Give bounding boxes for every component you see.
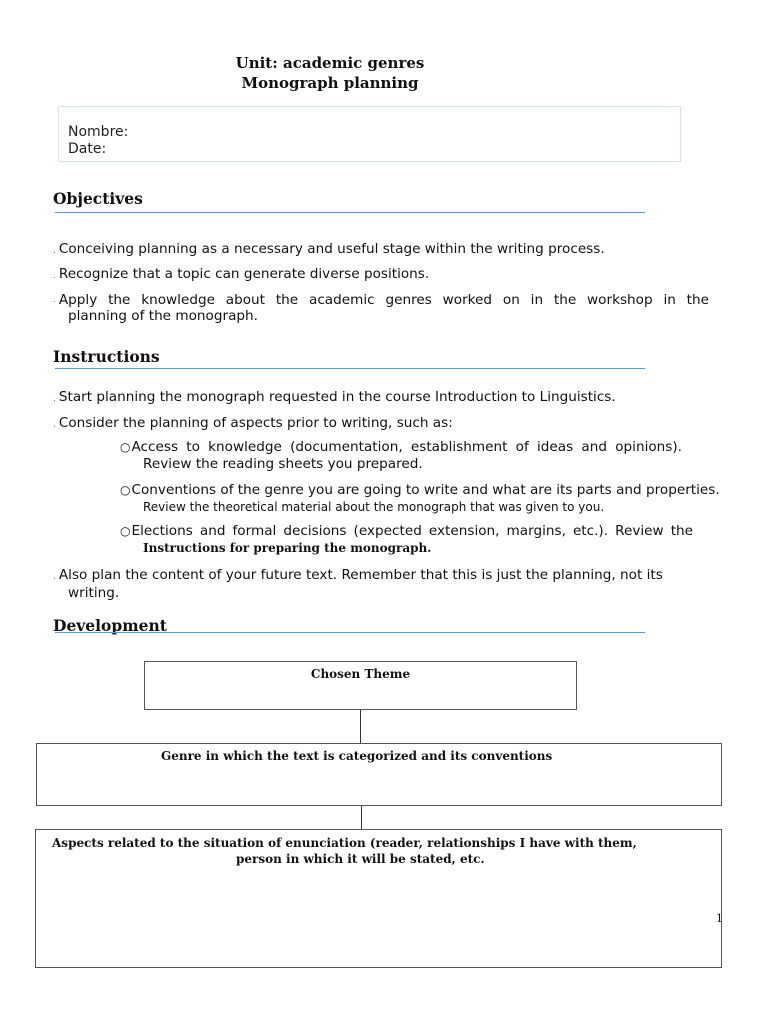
instruction-item — [53, 415, 713, 433]
objectives-rule — [55, 212, 645, 213]
name-label: Nombre: — [68, 124, 129, 140]
date-label: Date: — [68, 141, 107, 157]
connector-line — [360, 710, 361, 743]
instruction-item — [53, 389, 713, 407]
instruction-text: Start planning the monograph requested in the course Introduction to Linguistics. — [58, 389, 616, 405]
document-title: Monograph planning — [241, 74, 419, 92]
sub-item-text-continued: Review the reading sheets you prepared. — [143, 456, 423, 472]
objective-text: Recognize that a topic can generate diverse positions. — [58, 266, 430, 282]
sub-item-text-continued: Instructions for preparing the monograph. — [143, 541, 432, 555]
enunciation-box — [35, 829, 722, 968]
development-heading: Development — [53, 616, 167, 635]
unit-title: Unit: academic genres — [235, 54, 425, 72]
genre-box — [36, 743, 722, 806]
objective-item — [53, 266, 713, 284]
genre-label: Genre in which the text is categorized and its conventions — [161, 749, 553, 763]
instruction-text: Also plan the content of your future text. Remember that this is just the planning, not its — [58, 567, 663, 583]
chosen-theme-label: Chosen Theme — [310, 667, 411, 681]
circle-bullet-icon: ○ — [120, 483, 131, 497]
circle-bullet-icon: ○ — [120, 524, 131, 538]
sub-item — [120, 482, 720, 516]
bullet-icon: . — [53, 295, 56, 305]
instruction-text-continued: writing. — [68, 585, 120, 601]
development-rule — [55, 632, 645, 633]
sub-item-text: Conventions of the genre you are going to write and what are its parts and properties. — [131, 482, 720, 498]
instruction-item — [53, 567, 713, 601]
bullet-icon: . — [53, 420, 56, 430]
objective-item — [53, 292, 709, 324]
bullet-icon: . — [53, 246, 56, 256]
sub-item — [120, 439, 682, 473]
bullet-icon: . — [53, 394, 56, 404]
objectives-heading: Objectives — [53, 189, 143, 208]
enunciation-label-continued: person in which it will be stated, etc. — [236, 852, 485, 866]
chosen-theme-box — [144, 661, 577, 710]
enunciation-label: Aspects related to the situation of enunciation (reader, relationships I have with them, — [52, 836, 637, 850]
instructions-rule — [55, 368, 645, 369]
connector-line — [361, 806, 362, 829]
name-date-box — [58, 106, 681, 162]
circle-bullet-icon: ○ — [120, 440, 131, 454]
page-number: 1 — [716, 912, 723, 925]
objective-text-continued: planning of the monograph. — [68, 308, 258, 324]
sub-item-text: Access to knowledge (documentation, establishment of ideas and opinions). — [131, 439, 682, 455]
sub-item — [120, 523, 693, 557]
instructions-heading: Instructions — [53, 347, 160, 366]
bullet-icon: . — [53, 572, 56, 582]
sub-item-text-continued: Review the theoretical material about the monograph that was given to you. — [143, 500, 605, 514]
objective-text: Apply the knowledge about the academic genres worked on in the workshop in the — [58, 292, 709, 308]
instruction-text: Consider the planning of aspects prior to writing, such as: — [58, 415, 453, 431]
bullet-icon: . — [53, 271, 56, 281]
objective-item — [53, 241, 713, 259]
sub-item-text: Elections and formal decisions (expected extension, margins, etc.). Review the — [131, 523, 693, 539]
objective-text: Conceiving planning as a necessary and useful stage within the writing process. — [58, 241, 605, 257]
